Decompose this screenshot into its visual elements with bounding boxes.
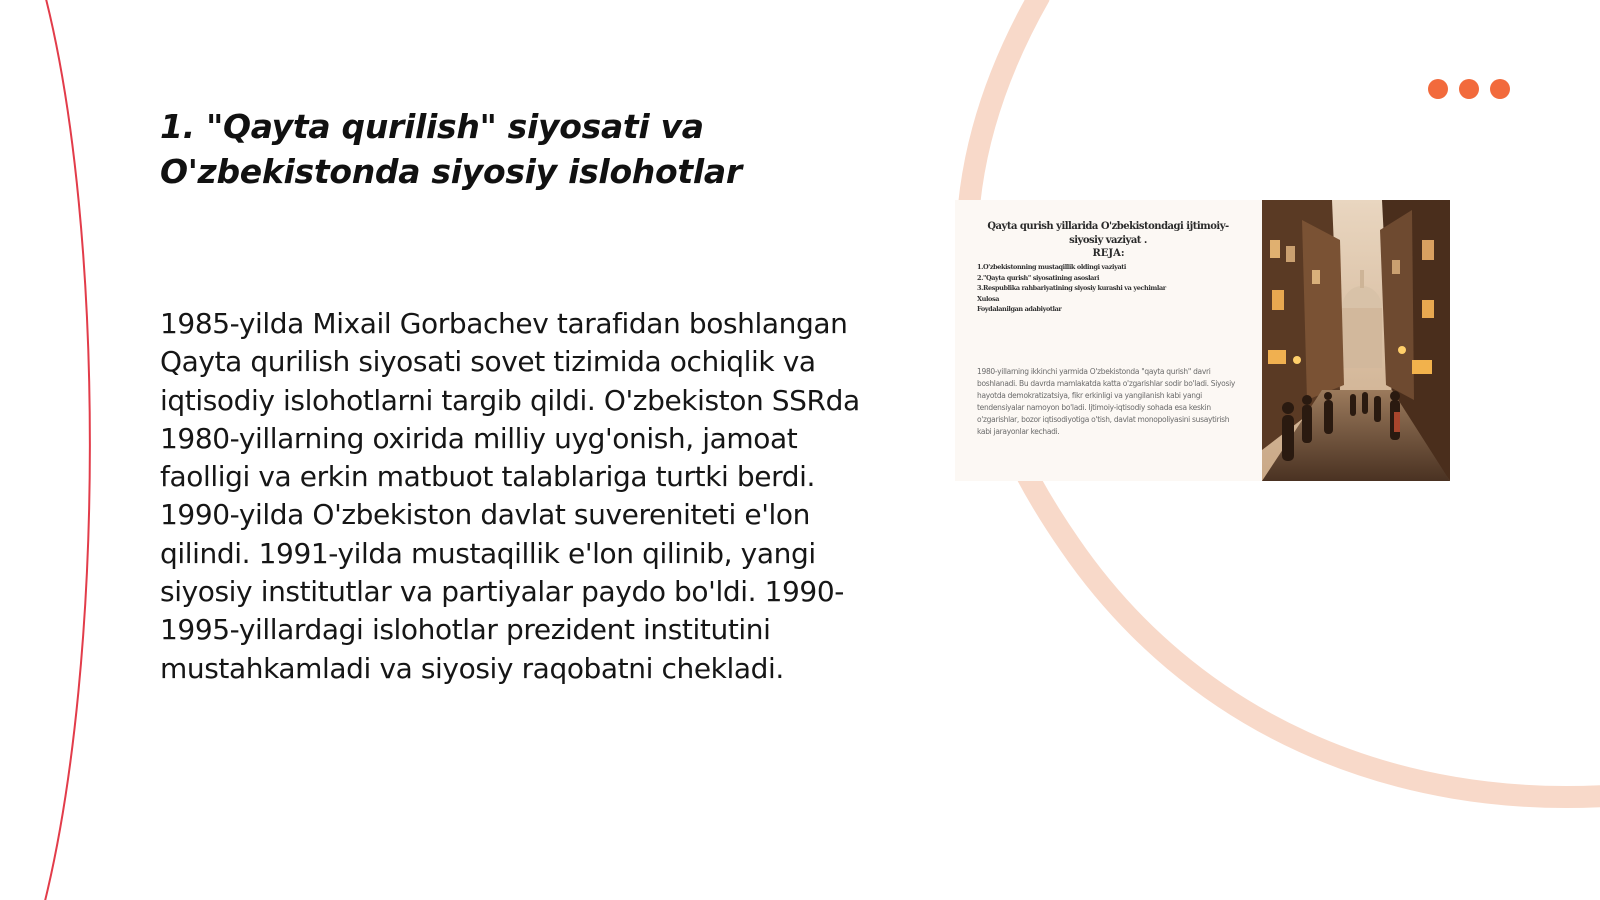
- document-thumbnail: [955, 200, 1262, 481]
- street-scene-illustration: [1262, 200, 1450, 481]
- plan-item: Xulosa: [977, 294, 1000, 303]
- plan-item: 2."Qayta qurish" siyosatining asoslari: [977, 273, 1100, 282]
- left-curve-line: [44, 0, 90, 900]
- document-heading: Qayta qurish yillarida O'zbekistondagi ijtimoiy-siyosiy vaziyat .: [987, 221, 1229, 246]
- document-plan-list: [977, 262, 1247, 315]
- slide-body-text: 1985-yilda Mixail Gorbachev tarafidan boshlangan Qayta qurilish siyosati sovet tizimida ochiqlik va iqtisodiy islohotlarni targib qildi. O'zbekiston SSRda 1980-yillarning oxirida milliy uyg'onish, jamoat faolligi va erkin matbuot talablariga turtki berdi. 1990-yilda O'zbekiston davlat suvereniteti e'lon qilindi. 1991-yilda mustaqillik e'lon qilinib, yangi siyosiy institutlar va partiyalar paydo bo'ldi. 1990-1995-yillardagi islohotlar prezident institutini mustahkamladi va siyosiy raqobatni chekladi.: [160, 307, 860, 685]
- dot-1: [1428, 79, 1448, 99]
- document-paragraph: 1980-yillarning ikkinchi yarmida O'zbekistonda "qayta qurish" davri boshlanadi. Bu davrda mamlakatda katta o'zgarishlar sodir bo'ladi. Siyosiy hayotda demokratizatsiya, fikr erkinligi va yangilanish kabi yangi tendensiyalar namoyon bo'ladi. Ijtimoiy-iqtisodiy sohada esa keskin o'zgarishlar, bozor iqtisodiyotiga o'tish, davlat monopoliyasini susaytirish kabi jarayonlar kechadi.: [977, 367, 1235, 436]
- street-scene-photo: [1262, 200, 1450, 481]
- slide-title: 1. "Qayta qurilish" siyosati va O'zbekistonda siyosiy islohotlar: [160, 107, 742, 191]
- plan-item: 1.O'zbekistonning mustaqillik oldingi vaziyati: [977, 263, 1126, 271]
- plan-item: Foydalanilgan adabiyotlar: [977, 305, 1062, 313]
- document-plan-label: REJA:: [1092, 248, 1125, 259]
- plan-item: 3.Respublika rahbariyatining siyosiy kurashi va yechimlar: [977, 284, 1166, 292]
- dot-2: [1459, 79, 1479, 99]
- dot-3: [1490, 79, 1510, 99]
